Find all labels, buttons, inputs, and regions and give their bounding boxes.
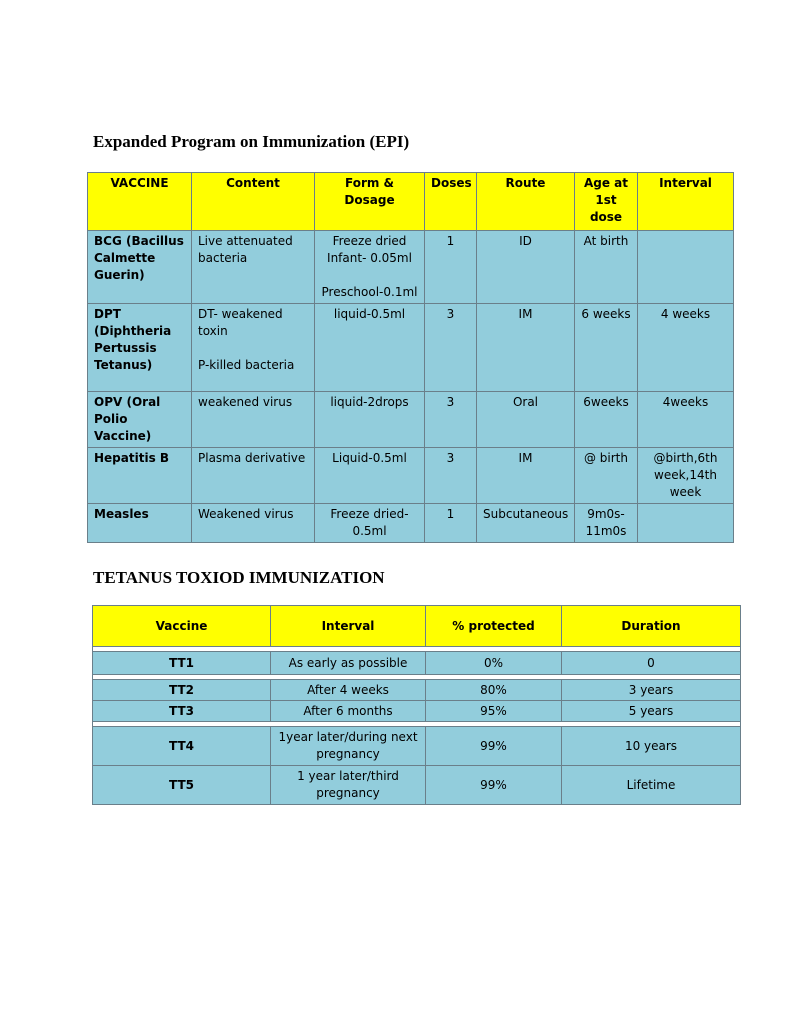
age-cell: At birth	[575, 231, 638, 304]
tt-header-vaccine: Vaccine	[93, 606, 271, 647]
content-line: Plasma derivative	[198, 451, 306, 465]
route-cell: ID	[477, 231, 575, 304]
tt-header-protected: % protected	[426, 606, 562, 647]
tt-header-interval: Interval	[271, 606, 426, 647]
form-cell	[315, 504, 425, 543]
epi-header-age: Age at 1st dose	[575, 173, 638, 231]
doses-cell: 3	[425, 392, 477, 448]
tt-vaccine-cell: TT2	[93, 680, 271, 701]
table-row	[88, 504, 734, 543]
tt-protected-cell: 99%	[426, 766, 562, 805]
interval-cell: @birth,6th week,14th week	[638, 448, 734, 504]
content-line: Live attenuated bacteria	[198, 234, 293, 265]
interval-cell	[638, 504, 734, 543]
content-cell	[192, 304, 315, 392]
epi-header-content: Content	[192, 173, 315, 231]
content-cell	[192, 231, 315, 304]
tt-vaccine-cell: TT5	[93, 766, 271, 805]
tt-table	[92, 605, 741, 805]
age-cell: 9m0s-11m0s	[575, 504, 638, 543]
form-cell	[315, 304, 425, 392]
table-row	[93, 727, 741, 766]
age-cell: 6 weeks	[575, 304, 638, 392]
tt-duration-cell: 5 years	[562, 701, 741, 722]
doses-cell: 3	[425, 448, 477, 504]
vaccine-cell: OPV (Oral Polio Vaccine)	[88, 392, 192, 448]
form-line: liquid-2drops	[330, 395, 409, 409]
tt-protected-cell: 95%	[426, 701, 562, 722]
content-line: P-killed bacteria	[198, 358, 295, 372]
epi-header-doses: Doses	[425, 173, 477, 231]
form-cell	[315, 231, 425, 304]
form-line: Preschool-0.1ml	[321, 285, 418, 299]
route-cell: IM	[477, 304, 575, 392]
tt-interval-cell: After 4 weeks	[271, 680, 426, 701]
content-cell	[192, 448, 315, 504]
form-cell	[315, 392, 425, 448]
interval-cell	[638, 231, 734, 304]
epi-table	[87, 172, 734, 543]
doses-cell: 1	[425, 504, 477, 543]
epi-heading: Expanded Program on Immunization (EPI)	[93, 132, 410, 151]
form-line: Freeze dried-0.5ml	[330, 507, 409, 538]
table-row	[88, 448, 734, 504]
epi-header-vaccine: VACCINE	[88, 173, 192, 231]
doses-cell: 3	[425, 304, 477, 392]
tt-heading: TETANUS TOXIOD IMMUNIZATION	[93, 568, 385, 587]
route-cell: Oral	[477, 392, 575, 448]
tt-protected-cell: 80%	[426, 680, 562, 701]
form-line: liquid-0.5ml	[333, 307, 406, 321]
epi-header-form: Form & Dosage	[315, 173, 425, 231]
content-line-gap	[198, 340, 308, 357]
table-row	[88, 304, 734, 392]
tt-header-row	[93, 606, 741, 647]
table-row	[93, 766, 741, 805]
age-cell: @ birth	[575, 448, 638, 504]
tt-interval-cell: 1 year later/third pregnancy	[271, 766, 426, 805]
table-row	[88, 392, 734, 448]
form-line-gap	[321, 267, 418, 284]
epi-header-route: Route	[477, 173, 575, 231]
content-cell	[192, 392, 315, 448]
form-line: Freeze dried Infant- 0.05ml	[327, 234, 412, 265]
route-cell: Subcutaneous	[477, 504, 575, 543]
form-line: Liquid-0.5ml	[332, 451, 407, 465]
form-cell	[315, 448, 425, 504]
tt-vaccine-cell: TT4	[93, 727, 271, 766]
content-line: DT- weakened toxin	[198, 307, 283, 338]
content-line: weakened virus	[198, 395, 293, 409]
epi-header-row	[88, 173, 734, 231]
table-row	[88, 231, 734, 304]
interval-cell: 4 weeks	[638, 304, 734, 392]
content-line: Weakened virus	[198, 507, 294, 521]
content-cell	[192, 504, 315, 543]
epi-header-interval: Interval	[638, 173, 734, 231]
table-row	[93, 680, 741, 701]
vaccine-cell: BCG (Bacillus Calmette Guerin)	[88, 231, 192, 304]
vaccine-cell: Hepatitis B	[88, 448, 192, 504]
age-cell: 6weeks	[575, 392, 638, 448]
vaccine-cell: DPT (Diphtheria Pertussis Tetanus)	[88, 304, 192, 392]
tt-duration-cell: 10 years	[562, 727, 741, 766]
tt-interval-cell: After 6 months	[271, 701, 426, 722]
tt-vaccine-cell: TT3	[93, 701, 271, 722]
tt-duration-cell: 0	[562, 652, 741, 675]
doses-cell: 1	[425, 231, 477, 304]
tt-vaccine-cell: TT1	[93, 652, 271, 675]
table-row	[93, 701, 741, 722]
table-row	[93, 652, 741, 675]
route-cell: IM	[477, 448, 575, 504]
vaccine-cell: Measles	[88, 504, 192, 543]
tt-protected-cell: 0%	[426, 652, 562, 675]
tt-duration-cell: Lifetime	[562, 766, 741, 805]
tt-interval-cell: As early as possible	[271, 652, 426, 675]
tt-header-duration: Duration	[562, 606, 741, 647]
interval-cell: 4weeks	[638, 392, 734, 448]
tt-duration-cell: 3 years	[562, 680, 741, 701]
tt-interval-cell: 1year later/during next pregnancy	[271, 727, 426, 766]
tt-protected-cell: 99%	[426, 727, 562, 766]
